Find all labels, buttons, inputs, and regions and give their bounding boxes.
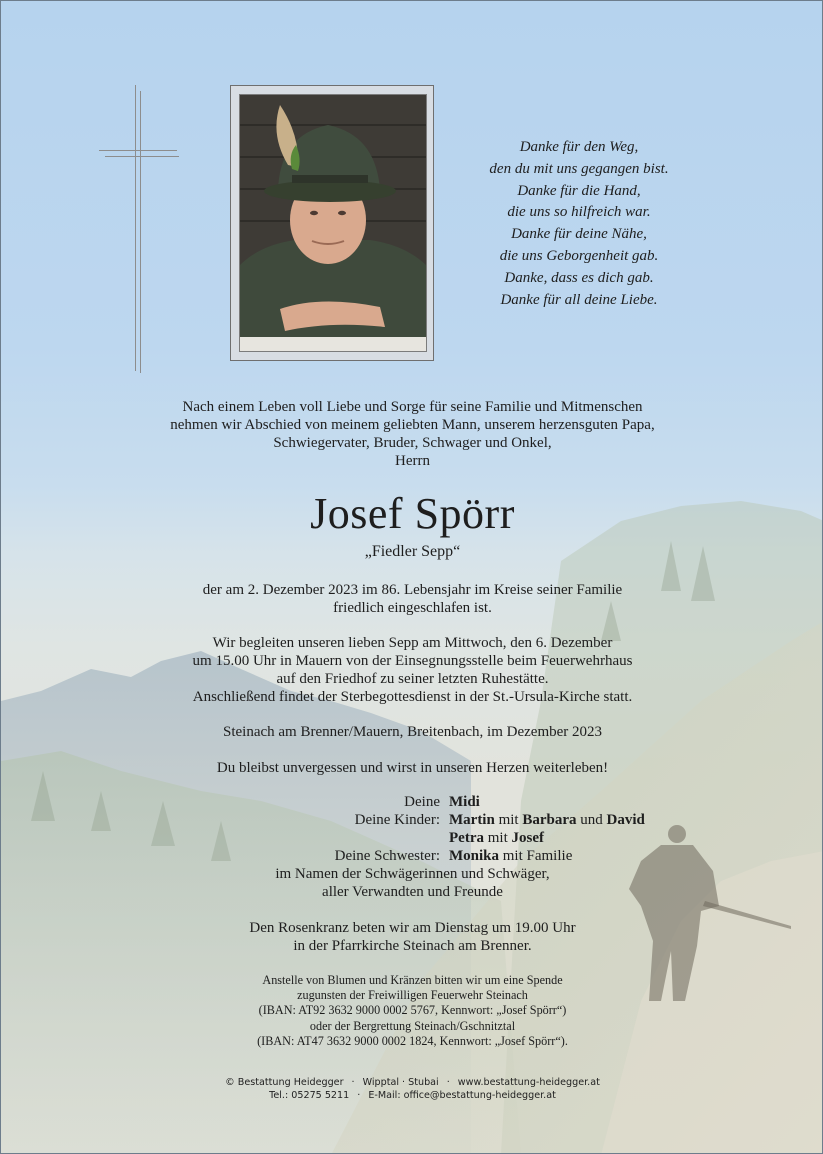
footer-line-1: © Bestattung Heidegger · Wipptal · Stubai · www.bestattung-heidegger.at — [225, 1077, 600, 1088]
intro-line: Nach einem Leben voll Liebe und Sorge für seine Familie und Mitmenschen — [182, 399, 643, 415]
funeral-line: Wir begleiten unseren lieben Sepp am Mittwoch, den 6. Dezember — [212, 635, 613, 651]
rosary-line: Den Rosenkranz beten wir am Dienstag um 19.00 Uhr — [249, 920, 576, 936]
memorial-poem — [449, 137, 709, 311]
wife-name: Midi — [449, 794, 480, 810]
intro-line: Herrn — [395, 453, 430, 469]
sister-line: Monika mit Familie — [449, 848, 573, 864]
wife-label: Deine — [404, 794, 440, 810]
footer-email-link[interactable]: E-Mail: office@bestattung-heidegger.at — [368, 1090, 556, 1101]
donation-line: oder der Bergrettung Steinach/Gschnitztal — [309, 1018, 516, 1033]
funeral-line: um 15.00 Uhr in Mauern von der Einsegnungsstelle beim Feuerwehrhaus — [192, 653, 633, 669]
donation-line: Anstelle von Blumen und Kränzen bitten wir um eine Spende — [262, 973, 563, 987]
children-line-1: Martin mit Barbara und David — [449, 812, 645, 828]
children-line-2: Petra mit Josef — [449, 830, 544, 846]
portrait-photo-frame — [230, 85, 434, 361]
family-row-sister — [1, 847, 823, 865]
sister-label: Deine Schwester: — [334, 848, 440, 864]
poem-line: Danke für den Weg, — [519, 139, 639, 155]
family-row-children — [1, 811, 823, 829]
death-notice — [1, 581, 823, 617]
portrait-photo — [239, 94, 427, 352]
poem-line: Danke für die Hand, — [517, 182, 641, 199]
poem-line: den du mit uns gegangen bist. — [489, 160, 669, 177]
footer-region: Wipptal · Stubai — [362, 1077, 439, 1088]
poem-line: die uns so hilfreich war. — [507, 204, 651, 221]
footer-website-link[interactable]: www.bestattung-heidegger.at — [457, 1077, 600, 1088]
place-date: Steinach am Brenner/Mauern, Breitenbach, im Dezember 2023 — [222, 724, 603, 740]
death-notice-line: friedlich eingeschlafen ist. — [333, 600, 492, 616]
children-label: Deine Kinder: — [354, 812, 440, 828]
funeral-line: Anschließend findet der Sterbegottesdienst in der St.-Ursula-Kirche statt. — [192, 689, 633, 705]
family-row-children-2 — [1, 829, 823, 847]
footer-company: © Bestattung Heidegger — [225, 1077, 344, 1088]
intro-line: Schwiegervater, Bruder, Schwager und Onkel, — [273, 435, 552, 451]
poem-line: Danke, dass es dich gab. — [504, 269, 654, 286]
relatives-line: aller Verwandten und Freunde — [322, 884, 503, 900]
family-row-wife — [1, 793, 823, 811]
funeral-line: auf den Friedhof zu seiner letzten Ruhestätte. — [276, 671, 549, 687]
funeral-details — [1, 634, 823, 706]
footer-phone: Tel.: 05275 5211 — [269, 1090, 350, 1101]
intro-line: nehmen wir Abschied von meinem geliebten Mann, unserem herzensguten Papa, — [170, 417, 655, 433]
inlaws-line: im Namen der Schwägerinnen und Schwäger, — [275, 866, 550, 882]
rosary-line: in der Pfarrkirche Steinach am Brenner. — [293, 938, 532, 954]
death-notice-line: der am 2. Dezember 2023 im 86. Lebensjahr im Kreise seiner Familie — [202, 582, 623, 598]
donation-line: (IBAN: AT92 3632 9000 0002 5767, Kennwort: „Josef Spörr“) — [258, 1003, 567, 1018]
donation-line: zugunsten der Freiwilligen Feuerwehr Steinach — [297, 988, 528, 1003]
footer-line-2: Tel.: 05275 5211 · E-Mail: office@bestattung-heidegger.at — [269, 1090, 556, 1101]
donation-notice — [1, 973, 823, 1049]
rosary-notice — [1, 919, 823, 955]
poem-line: Danke für deine Nähe, — [511, 226, 647, 243]
intro-text — [1, 398, 823, 470]
donation-line: (IBAN: AT47 3632 9000 0002 1824, Kennwort: „Josef Spörr“). — [257, 1033, 568, 1048]
poem-line: Danke für all deine Liebe. — [500, 291, 658, 308]
deceased-name: Josef Spörr — [310, 489, 515, 538]
farewell-message: Du bleibst unvergessen und wirst in unseren Herzen weiterleben! — [216, 760, 609, 776]
poem-line: die uns Geborgenheit gab. — [499, 247, 659, 264]
deceased-nickname: „Fiedler Sepp“ — [364, 543, 461, 560]
funeral-home-footer — [1, 1076, 823, 1102]
